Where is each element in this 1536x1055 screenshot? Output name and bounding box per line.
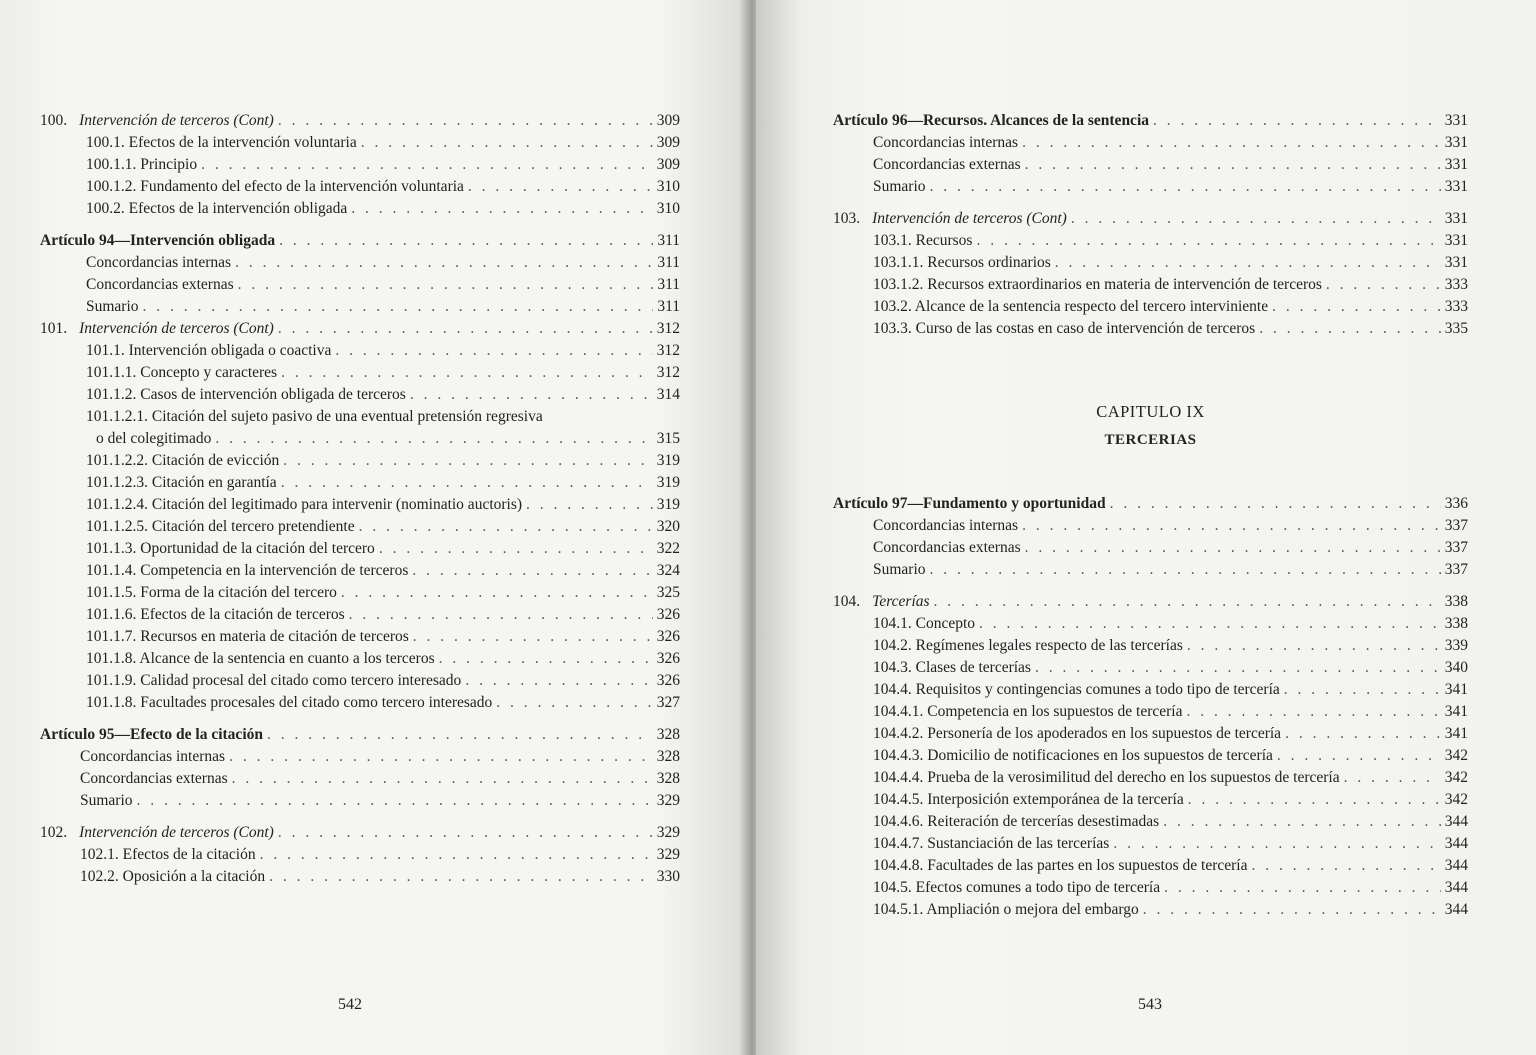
- entry-page: 344: [1444, 835, 1468, 852]
- leader-dots: [1251, 855, 1440, 877]
- toc-entry: [40, 176, 680, 198]
- toc-entry: [40, 768, 680, 790]
- leader-dots: [496, 692, 652, 714]
- toc-entry: [833, 789, 1468, 811]
- toc-entry: [40, 340, 680, 362]
- article-number: Artículo 96: [833, 112, 908, 129]
- entry-title: Concordancias externas: [86, 276, 234, 293]
- entry-title: Tercerías: [872, 593, 930, 610]
- leader-dots: [229, 746, 653, 768]
- entry-page: 336: [1444, 495, 1468, 512]
- entry-page: 331: [1444, 254, 1468, 271]
- entry-page: 328: [656, 726, 680, 743]
- leader-dots: [1022, 515, 1441, 537]
- toc-entry: [40, 560, 680, 582]
- entry-page: 331: [1444, 210, 1468, 227]
- entry-page: 331: [1444, 134, 1468, 151]
- entry-title: 103.1.2. Recursos extraordinarios en materia de intervención de terceros: [873, 276, 1322, 293]
- toc-entry: [833, 591, 1468, 613]
- leader-dots: [1055, 252, 1441, 274]
- entry-page: 337: [1444, 539, 1468, 556]
- entry-title: 104.4. Requisitos y contingencias comunes a todo tipo de tercería: [873, 681, 1280, 698]
- entry-page: 340: [1444, 659, 1468, 676]
- article-number: Artículo 94: [40, 232, 115, 249]
- leader-dots: [1187, 635, 1441, 657]
- chapter-label: CAPITULO IX: [1096, 402, 1205, 421]
- toc-entry: [833, 537, 1468, 559]
- entry-page: 342: [1444, 769, 1468, 786]
- entry-title: 101.1.9. Calidad procesal del citado como tercero interesado: [86, 672, 462, 689]
- leader-dots: [1110, 493, 1441, 515]
- entry-title: 101.1.4. Competencia en la intervención de terceros: [86, 562, 409, 579]
- entry-title: 103.1. Recursos: [873, 232, 973, 249]
- toc-article: [833, 110, 1468, 132]
- leader-dots: [413, 626, 653, 648]
- toc-entry: [833, 318, 1468, 340]
- leader-dots: [1153, 110, 1441, 132]
- entry-page: 330: [656, 868, 680, 885]
- entry-page: 315: [656, 430, 680, 447]
- entry-page: 309: [656, 134, 680, 151]
- leader-dots: [1284, 679, 1441, 701]
- leader-dots: [1071, 208, 1441, 230]
- entry-title: 101.1.6. Efectos de la citación de terceros: [86, 606, 345, 623]
- entry-page: 331: [1444, 178, 1468, 195]
- entry-title: 104.4.3. Domicilio de notificaciones en los supuestos de tercería: [873, 747, 1273, 764]
- entry-title: 104.4.7. Sustanciación de las tercerías: [873, 835, 1110, 852]
- entry-page: 331: [1444, 156, 1468, 173]
- entry-title: 103.3. Curso de las costas en caso de intervención de terceros: [873, 320, 1256, 337]
- toc-entry: [40, 670, 680, 692]
- leader-dots: [267, 724, 653, 746]
- entry-page: 320: [656, 518, 680, 535]
- toc-entry: [40, 132, 680, 154]
- entry-title: 101.1.1. Concepto y caracteres: [86, 364, 278, 381]
- leader-dots: [1025, 537, 1441, 559]
- toc-entry: [40, 384, 680, 406]
- entry-page: 342: [1444, 791, 1468, 808]
- entry-page: 310: [656, 178, 680, 195]
- leader-dots: [235, 252, 653, 274]
- toc-entry: [40, 582, 680, 604]
- toc-entry: [40, 110, 680, 132]
- toc-entry: [833, 855, 1468, 877]
- left-page: [0, 0, 748, 1055]
- entry-page: 311: [657, 232, 680, 249]
- entry-page: 331: [1444, 112, 1468, 129]
- entry-title: Concordancias externas: [873, 539, 1021, 556]
- toc-entry: [40, 450, 680, 472]
- leader-dots: [215, 428, 652, 450]
- toc-entry: [833, 811, 1468, 833]
- toc-entry: [833, 208, 1468, 230]
- entry-title: 102.2. Oposición a la citación: [80, 868, 266, 885]
- entry-page: 344: [1444, 857, 1468, 874]
- left-toc: [40, 110, 680, 888]
- entry-page: 329: [656, 846, 680, 863]
- entry-page: 344: [1444, 813, 1468, 830]
- chapter-title: TERCERIAS: [1104, 432, 1197, 448]
- entry-title: Intervención de terceros (Cont): [872, 210, 1067, 227]
- leader-dots: [1188, 789, 1441, 811]
- entry-page: 326: [656, 606, 680, 623]
- toc-entry: [40, 318, 680, 340]
- entry-page: 333: [1444, 276, 1468, 293]
- toc-entry: [40, 274, 680, 296]
- leader-dots: [279, 230, 653, 252]
- leader-dots: [379, 538, 653, 560]
- toc-entry: [833, 154, 1468, 176]
- entry-title: 104.4.8. Facultades de las partes en los supuestos de tercería: [873, 857, 1248, 874]
- entry-page: 331: [1444, 232, 1468, 249]
- leader-dots: [1164, 877, 1441, 899]
- article-title: —Recursos. Alcances de la sentencia: [907, 112, 1149, 129]
- toc-entry: [40, 822, 680, 844]
- entry-page: 324: [656, 562, 680, 579]
- toc-entry: [833, 657, 1468, 679]
- entry-page: 337: [1444, 561, 1468, 578]
- entry-title: 103.2. Alcance de la sentencia respecto del tercero interviniente: [873, 298, 1269, 315]
- toc-entry: [40, 494, 680, 516]
- article-title: —Efecto de la citación: [114, 726, 263, 743]
- entry-title: 101.1.2.2. Citación de evicción: [86, 452, 280, 469]
- leader-dots: [278, 318, 653, 340]
- toc-entry: [833, 635, 1468, 657]
- entry-title: 102.1. Efectos de la citación: [80, 846, 256, 863]
- entry-title: Concordancias internas: [80, 748, 226, 765]
- toc-entry: [40, 746, 680, 768]
- entry-page: 325: [656, 584, 680, 601]
- leader-dots: [439, 648, 653, 670]
- leader-dots: [1187, 701, 1441, 723]
- entry-title: Concordancias externas: [873, 156, 1021, 173]
- entry-page: 335: [1444, 320, 1468, 337]
- entry-title: 100.1.2. Fundamento del efecto de la intervención voluntaria: [86, 178, 464, 195]
- leader-dots: [1344, 767, 1441, 789]
- entry-title: 104.4.5. Interposición extemporánea de la tercería: [873, 791, 1184, 808]
- toc-entry: [40, 844, 680, 866]
- toc-entry: [833, 877, 1468, 899]
- toc-entry: [833, 252, 1468, 274]
- leader-dots: [281, 472, 653, 494]
- toc-article: [40, 230, 680, 252]
- article-title: —Fundamento y oportunidad: [907, 495, 1106, 512]
- toc-entry: [40, 198, 680, 220]
- leader-dots: [1113, 833, 1440, 855]
- leader-dots: [269, 866, 653, 888]
- leader-dots: [143, 296, 654, 318]
- toc-entry-wrapped-line: 101.1.2.1. Citación del sujeto pasivo de una eventual pretensión regresiva: [86, 408, 543, 425]
- leader-dots: [1285, 723, 1441, 745]
- entry-page: 311: [657, 254, 680, 271]
- entry-page: 319: [656, 452, 680, 469]
- toc-entry: [833, 230, 1468, 252]
- entry-page: 338: [1444, 615, 1468, 632]
- leader-dots: [1259, 318, 1441, 340]
- leader-dots: [976, 230, 1440, 252]
- entry-title: 104.4.6. Reiteración de tercerías desestimadas: [873, 813, 1160, 830]
- toc-entry: [833, 745, 1468, 767]
- toc-entry: [833, 296, 1468, 318]
- entry-title: 101.1.3. Oportunidad de la citación del tercero: [86, 540, 375, 557]
- leader-dots: [1143, 899, 1441, 921]
- leader-dots: [278, 110, 653, 132]
- toc-entry: [40, 252, 680, 274]
- entry-number: 104.: [833, 593, 861, 610]
- leader-dots: [410, 384, 653, 406]
- entry-title: 101.1.2.4. Citación del legitimado para intervenir (nominatio auctoris): [86, 496, 523, 513]
- entry-page: 311: [657, 276, 680, 293]
- toc-entry: [40, 362, 680, 384]
- article-number: Artículo 97: [833, 495, 908, 512]
- toc-entry: [40, 296, 680, 318]
- entry-title: 101.1.2.3. Citación en garantía: [86, 474, 277, 491]
- entry-title: o del colegitimado: [96, 430, 212, 447]
- entry-title: 101.1.7. Recursos en materia de citación de terceros: [86, 628, 409, 645]
- entry-page: 341: [1444, 725, 1468, 742]
- entry-title: 101.1.2. Casos de intervención obligada de terceros: [86, 386, 406, 403]
- entry-title: 101.1. Intervención obligada o coactiva: [86, 342, 332, 359]
- entry-page: 309: [656, 112, 680, 129]
- leader-dots: [526, 494, 653, 516]
- entry-page: 328: [656, 748, 680, 765]
- leader-dots: [238, 274, 654, 296]
- article-number: Artículo 95: [40, 726, 115, 743]
- toc-article: [40, 724, 680, 746]
- toc-entry: [833, 679, 1468, 701]
- page-number: 543: [1138, 996, 1162, 1013]
- entry-page: 333: [1444, 298, 1468, 315]
- page-number: 542: [338, 996, 362, 1013]
- leader-dots: [359, 516, 653, 538]
- toc-entry: [40, 626, 680, 648]
- leader-dots: [351, 198, 652, 220]
- leader-dots: [349, 604, 653, 626]
- entry-page: 341: [1444, 703, 1468, 720]
- entry-number: 102.: [40, 824, 68, 841]
- toc-entry: [833, 701, 1468, 723]
- entry-title: Sumario: [873, 561, 926, 578]
- toc-entry: [833, 723, 1468, 745]
- entry-page: 339: [1444, 637, 1468, 654]
- entry-title: Sumario: [80, 792, 133, 809]
- entry-page: 326: [656, 628, 680, 645]
- toc-entry: [40, 538, 680, 560]
- toc-entry: [40, 604, 680, 626]
- leader-dots: [1035, 657, 1441, 679]
- leader-dots: [412, 560, 652, 582]
- toc-entry: [833, 899, 1468, 921]
- entry-page: 312: [656, 364, 680, 381]
- leader-dots: [335, 340, 652, 362]
- leader-dots: [979, 613, 1441, 635]
- leader-dots: [281, 362, 653, 384]
- entry-page: 338: [1444, 593, 1468, 610]
- entry-title: 101.1.8. Facultades procesales del citado como tercero interesado: [86, 694, 493, 711]
- entry-page: 312: [656, 320, 680, 337]
- entry-page: 310: [656, 200, 680, 217]
- entry-title: Sumario: [873, 178, 926, 195]
- entry-page: 326: [656, 650, 680, 667]
- entry-page: 319: [656, 474, 680, 491]
- entry-title: 104.5. Efectos comunes a todo tipo de tercería: [873, 879, 1161, 896]
- leader-dots: [283, 450, 652, 472]
- entry-page: 311: [657, 298, 680, 315]
- leader-dots: [260, 844, 653, 866]
- toc-entry: [833, 515, 1468, 537]
- toc-entry: [833, 274, 1468, 296]
- toc-entry: [833, 613, 1468, 635]
- entry-number: 103.: [833, 210, 861, 227]
- toc-entry: [833, 559, 1468, 581]
- entry-title: Concordancias internas: [86, 254, 232, 271]
- leader-dots: [1272, 296, 1441, 318]
- entry-title: 104.4.2. Personería de los apoderados en los supuestos de tercería: [873, 725, 1282, 742]
- toc-entry: [40, 866, 680, 888]
- toc-article: [833, 493, 1468, 515]
- article-title: —Intervención obligada: [114, 232, 276, 249]
- entry-title: Concordancias internas: [873, 517, 1019, 534]
- entry-title: 100.1.1. Principio: [86, 156, 198, 173]
- toc-entry: [40, 154, 680, 176]
- entry-title: Sumario: [86, 298, 139, 315]
- entry-page: 344: [1444, 879, 1468, 896]
- toc-entry: [40, 790, 680, 812]
- leader-dots: [930, 176, 1441, 198]
- leader-dots: [1163, 811, 1441, 833]
- toc-entry: [833, 767, 1468, 789]
- entry-title: 104.1. Concepto: [873, 615, 976, 632]
- entry-page: 341: [1444, 681, 1468, 698]
- entry-page: 312: [656, 342, 680, 359]
- entry-title: 104.5.1. Ampliación o mejora del embargo: [873, 901, 1139, 918]
- leader-dots: [361, 132, 653, 154]
- entry-page: 337: [1444, 517, 1468, 534]
- leader-dots: [232, 768, 653, 790]
- entry-title: 104.3. Clases de tercerías: [873, 659, 1031, 676]
- entry-title: Concordancias externas: [80, 770, 228, 787]
- entry-page: 319: [656, 496, 680, 513]
- entry-title: Intervención de terceros (Cont): [79, 320, 274, 337]
- toc-entry: [40, 472, 680, 494]
- leader-dots: [468, 176, 653, 198]
- entry-title: 100.1. Efectos de la intervención voluntaria: [86, 134, 357, 151]
- entry-number: 100.: [40, 112, 68, 129]
- leader-dots: [278, 822, 653, 844]
- toc-entry: [40, 648, 680, 670]
- entry-page: 344: [1444, 901, 1468, 918]
- entry-page: 342: [1444, 747, 1468, 764]
- entry-title: Concordancias internas: [873, 134, 1019, 151]
- entry-page: 328: [656, 770, 680, 787]
- leader-dots: [1326, 274, 1441, 296]
- entry-page: 329: [656, 792, 680, 809]
- leader-dots: [934, 591, 1441, 613]
- entry-title: 104.4.4. Prueba de la verosimilitud del derecho en los supuestos de tercería: [873, 769, 1340, 786]
- leader-dots: [341, 582, 653, 604]
- entry-page: 322: [656, 540, 680, 557]
- leader-dots: [930, 559, 1441, 581]
- toc-entry: [40, 428, 680, 450]
- leader-dots: [1277, 745, 1441, 767]
- entry-title: 104.4.1. Competencia en los supuestos de tercería: [873, 703, 1183, 720]
- leader-dots: [1025, 154, 1441, 176]
- toc-entry: [40, 516, 680, 538]
- entry-page: 329: [656, 824, 680, 841]
- entry-title: 101.1.2.5. Citación del tercero pretendiente: [86, 518, 355, 535]
- entry-title: 103.1.1. Recursos ordinarios: [873, 254, 1051, 271]
- leader-dots: [137, 790, 653, 812]
- leader-dots: [1022, 132, 1441, 154]
- entry-title: 104.2. Regímenes legales respecto de las tercerías: [873, 637, 1183, 654]
- leader-dots: [201, 154, 653, 176]
- entry-page: 326: [656, 672, 680, 689]
- entry-page: 314: [656, 386, 680, 403]
- toc-entry: [833, 176, 1468, 198]
- right-toc: [833, 110, 1468, 921]
- toc-entry: [833, 132, 1468, 154]
- entry-title: 101.1.8. Alcance de la sentencia en cuanto a los terceros: [86, 650, 435, 667]
- entry-title: 100.2. Efectos de la intervención obligada: [86, 200, 348, 217]
- entry-page: 327: [656, 694, 680, 711]
- entry-number: 101.: [40, 320, 68, 337]
- toc-entry: [40, 692, 680, 714]
- entry-title: 101.1.5. Forma de la citación del tercero: [86, 584, 337, 601]
- entry-title: Intervención de terceros (Cont): [79, 824, 274, 841]
- toc-entry: [833, 833, 1468, 855]
- entry-page: 309: [656, 156, 680, 173]
- leader-dots: [465, 670, 652, 692]
- entry-title: Intervención de terceros (Cont): [79, 112, 274, 129]
